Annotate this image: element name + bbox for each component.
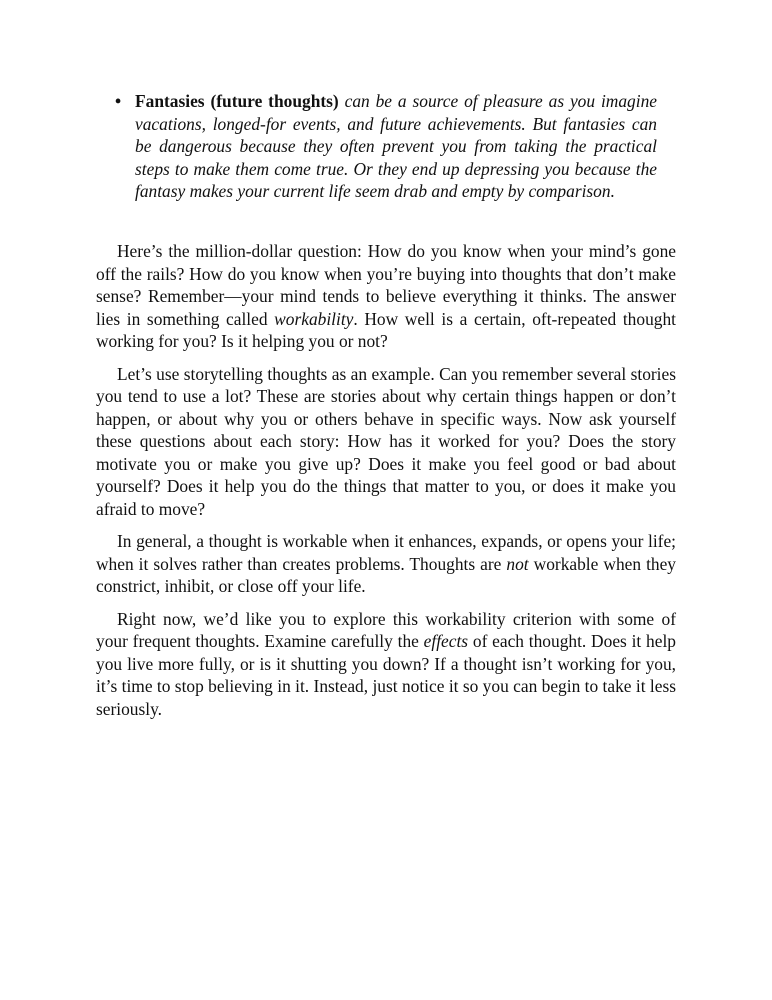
paragraph-1 — [96, 240, 676, 353]
paragraph-4-part-1: Right now, we’d like you to explore this workability criterion with some of your frequent thoughts. Examine carefully the — [96, 608, 676, 651]
paragraph-4-part-2: of each thought. Does it help you live more fully, or is it shutting you down? If a thought isn’t working for you, it’s time to stop believing in it. Instead, just notice it so you can begin to take it less seriously. — [96, 631, 676, 719]
bullet-term: Fantasies (future thoughts) — [135, 91, 339, 111]
paragraph-3 — [96, 530, 676, 598]
paragraph-1-emphasis: workability — [274, 308, 354, 329]
paragraph-1-part-2: . How well is a certain, oft-repeated thought working for you? Is it helping you or not? — [96, 308, 676, 351]
paragraph-3-part-1: In general, a thought is workable when it enhances, expands, or opens your life; when it solves rather than creates problems. Thoughts are — [96, 531, 676, 574]
bullet-description: can be a source of pleasure as you imagine vacations, longed-for events, and future achievements. But fantasies can be dangerous because they often prevent you from taking the practical steps to make them come true. Or they end up depressing you because the fantasy makes your current life seem drab and empty by comparison. — [135, 91, 657, 201]
paragraph-3-emphasis: not — [506, 553, 529, 574]
body-text — [96, 240, 676, 730]
paragraph-4 — [96, 608, 676, 721]
paragraph-3-part-2: workable when they constrict, inhibit, or close off your life. — [96, 553, 677, 596]
paragraph-1-part-1: Here’s the million-dollar question: How do you know when your mind’s gone off the rails? How do you know when you’re buying into thoughts that don’t make sense? Remember—your mind tends to believe everything it thinks. The answer lies in something called — [96, 241, 676, 329]
bullet-marker: • — [115, 91, 122, 111]
paragraph-2: Let’s use storytelling thoughts as an example. Can you remember several stories you tend to use a lot? These are stories about why certain things happen or don’t happen, or about why you or others behave in specific ways. Now ask yourself these questions about each story: How has it worked for you? Does the story motivate you or make you give up? Does it make you feel good or bad about yourself? Does it help you do the things that matter to you, or does it make you afraid to move? — [96, 363, 676, 519]
bullet-list-item — [115, 90, 657, 203]
bullet-text — [135, 90, 657, 203]
paragraph-4-emphasis: effects — [423, 631, 469, 651]
